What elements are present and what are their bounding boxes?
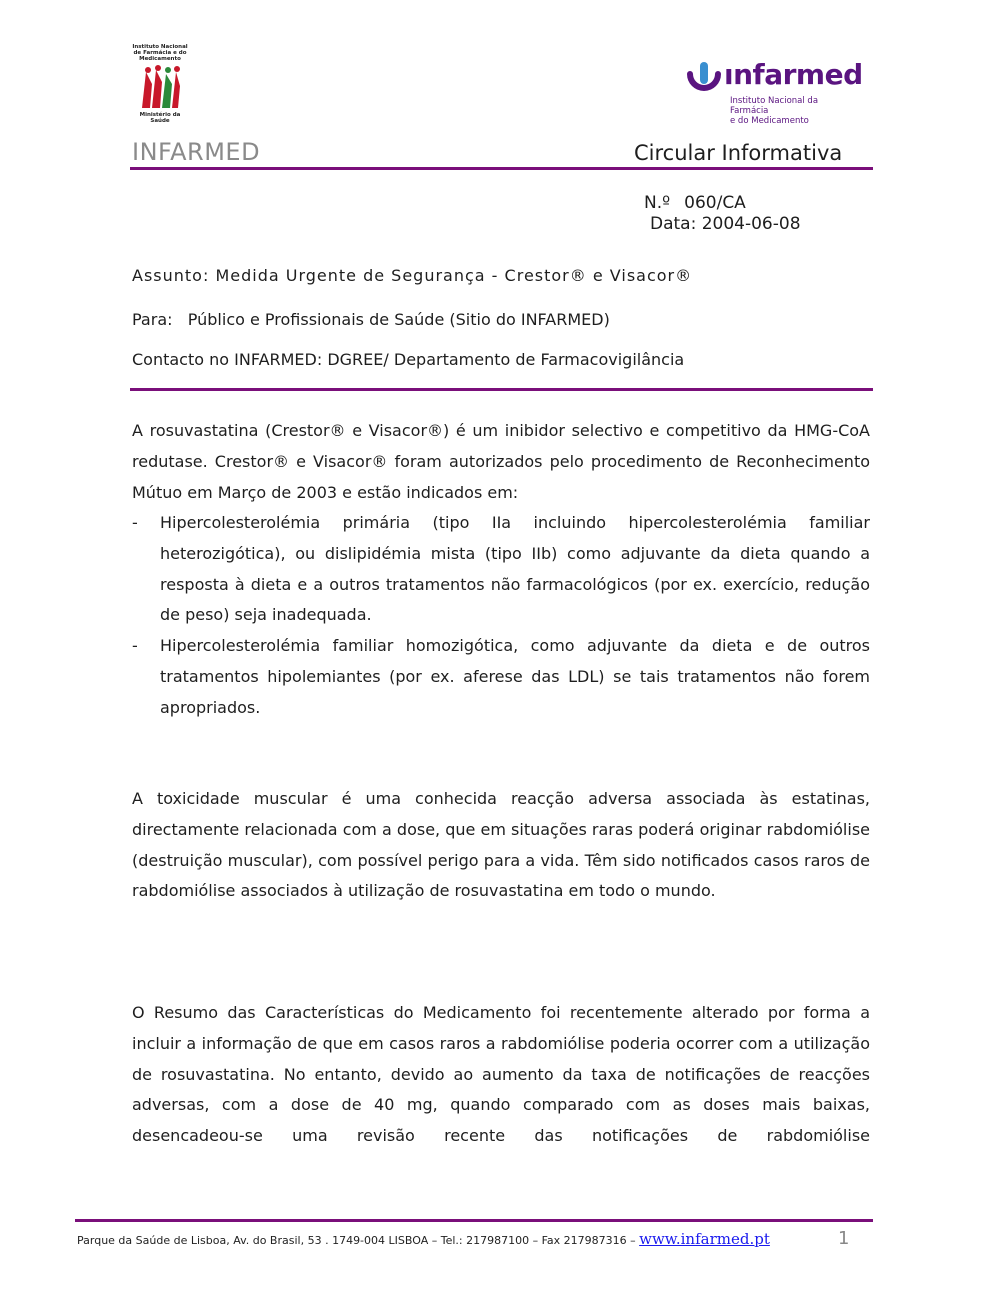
ministry-logo <box>130 44 190 122</box>
ministry-emblem-icon <box>136 64 184 112</box>
list-item-text: Hipercolesterolémia familiar homozigótica, como adjuvante da dieta e de outros tratamentos hipolemiantes (por ex. aferese das LDL) se tais tratamentos não forem apropriados. <box>160 636 870 717</box>
footer-address: Parque da Saúde de Lisboa, Av. do Brasil, 53 . 1749-004 LISBOA – Tel.: 217987100 – Fax 217987316 – www.infarmed.pt <box>77 1230 770 1248</box>
brand-title: INFARMED <box>132 138 261 166</box>
ministry-caption: Ministério da Saúde <box>139 112 181 124</box>
number-label: N.º <box>644 193 671 213</box>
bullet-marker: - <box>132 513 138 532</box>
circular-date: Data: 2004-06-08 <box>650 214 801 234</box>
contact-line: Contacto no INFARMED: DGREE/ Departamento de Farmacovigilância <box>132 350 685 369</box>
intro-paragraph: A rosuvastatina (Crestor® e Visacor®) é um inibidor selectivo e competitivo da HMG-CoA redutase. Crestor® e Visacor® foram autorizados pelo procedimento de Reconhecimento Mútuo em Março de 2003 e estão indicados em: <box>132 421 870 502</box>
infarmed-logo-word: ınfarmed <box>724 58 863 91</box>
list-item-text: Hipercolesterolémia primária (tipo IIa incluindo hipercolesterolémia familiar heterozigótica), ou dislipidémia mista (tipo IIb) como adjuvante da dieta quando a resposta à dieta e a outros tratamentos não farmacológicos (por ex. exercício, redução de peso) seja inadequada. <box>160 513 870 625</box>
infarmed-logo-subtitle: Instituto Nacional da Farmácia e do Medicamento <box>730 96 819 126</box>
toxicity-paragraph: A toxicidade muscular é uma conhecida reacção adversa associada às estatinas, directamente relacionada com a dose, que em situações raras poderá originar rabdomiólise (destruição muscular), com possível perigo para a vida. Têm sido notificados casos raros de rabdomiólise associados à utilização de rosuvastatina em todo o mundo. <box>132 789 870 901</box>
footer-rule <box>75 1219 873 1222</box>
list-item <box>132 508 870 631</box>
summary-paragraph: O Resumo das Características do Medicamento foi recentemente alterado por forma a incluir a informação de que em casos raros a rabdomiólise poderia ocorrer com a utilização de rosuvastatina. No entanto, devido ao aumento da taxa de notificações de reacções adversas, com a dose de 40 mg, quando comparado com as doses mais baixas, desencadeou-se uma revisão recente das notificações de rabdomiólise <box>132 1003 870 1146</box>
infarmed-mark-icon <box>684 60 724 100</box>
page-number: 1 <box>838 1228 850 1249</box>
info-rule <box>130 388 873 391</box>
subject-line: Assunto: Medida Urgente de Segurança - Crestor® e Visacor® <box>132 266 693 285</box>
list-item <box>132 631 870 723</box>
indications-list <box>132 508 870 724</box>
infarmed-logo <box>684 58 863 126</box>
document-type: Circular Informativa <box>634 141 843 165</box>
number-value: 060/CA <box>684 193 746 213</box>
recipients-line: Para: Público e Profissionais de Saúde (Sitio do INFARMED) <box>132 310 610 329</box>
bullet-marker: - <box>132 636 138 656</box>
header-rule <box>130 167 873 170</box>
website-link[interactable]: www.infarmed.pt <box>639 1230 770 1248</box>
ministry-logo-title: Instituto Nacional de Farmácia e do Medicamento <box>132 44 188 62</box>
